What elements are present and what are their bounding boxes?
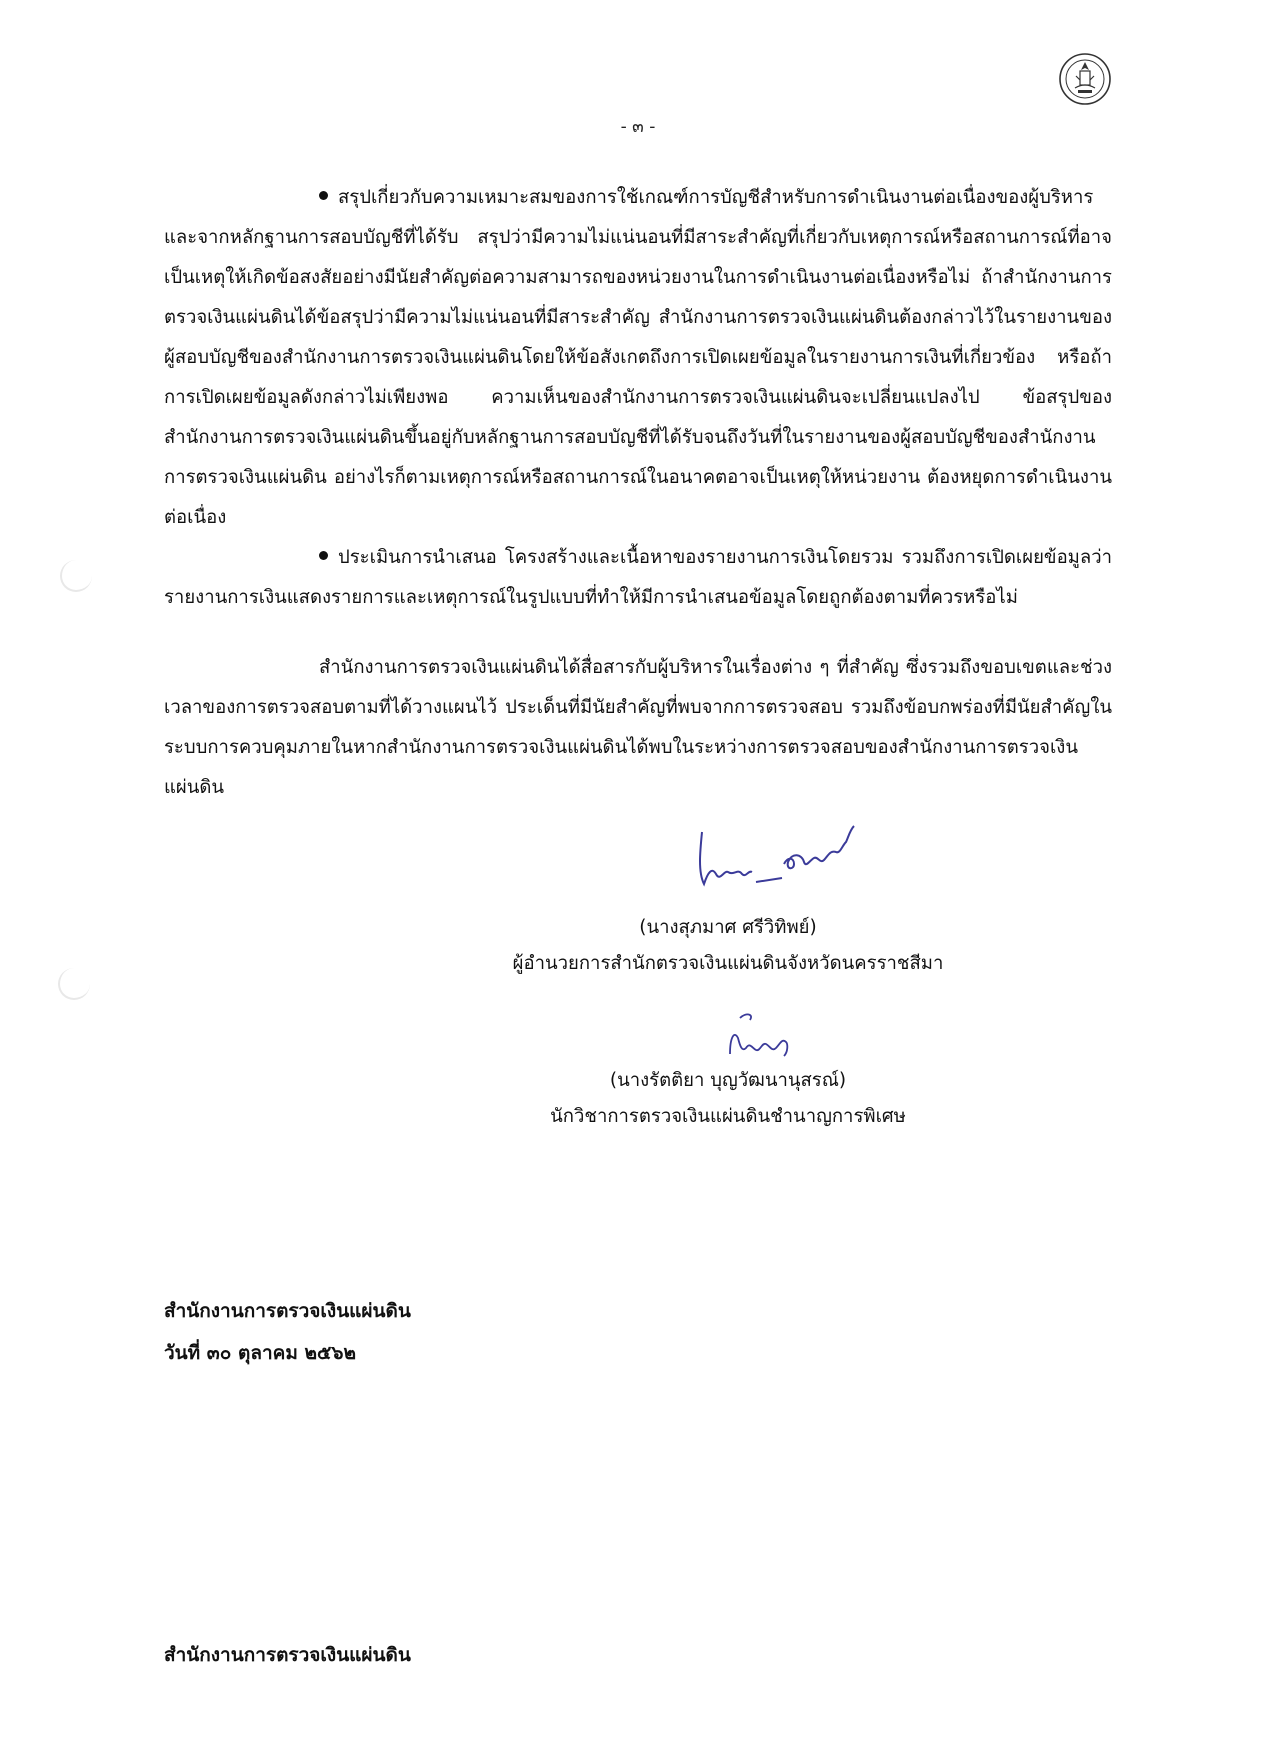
paragraph-text: สำนักงานการตรวจเงินแผ่นดินได้สื่อสารกับผู้บริหารในเรื่องต่าง ๆ ที่สำคัญ ซึ่งรวมถึงขอบเขตและช่วงเวลาของการตรวจสอบตามที่ได้วางแผนไว้ ประเด็นที่มีนัยสำคัญที่พบจากการตรวจสอบ รวมถึงข้อบกพร่องที่มีนัยสำคัญในระบบการควบคุมภายในหากสำนักงานการตรวจเงินแผ่นดินได้พบในระหว่างการตรวจสอบของสำนักงานการตรวจเงินแผ่นดิน: [164, 657, 1112, 798]
bullet-text: สรุปเกี่ยวกับความเหมาะสมของการใช้เกณฑ์การบัญชีสำหรับการดำเนินงานต่อเนื่องของผู้บริหารและจากหลักฐานการสอบบัญชีที่ได้รับ สรุปว่ามีความไม่แน่นอนที่มีสาระสำคัญที่เกี่ยวกับเหตุการณ์หรือสถานการณ์ที่อาจเป็นเหตุให้เกิดข้อสงสัยอย่างมีนัยสำคัญต่อความสามารถของหน่วยงานในการดำเนินงานต่อเนื่องหรือไม่ ถ้าสำนักงานการตรวจเงินแผ่นดินได้ข้อสรุปว่ามีความไม่แน่นอนที่มีสาระสำคัญ สำนักงานการตรวจเงินแผ่นดินต้องกล่าวไว้ในรายงานของผู้สอบบัญชีของสำนักงานการตรวจเงินแผ่นดินโดยให้ข้อสังเกตถึงการเปิดเผยข้อมูลในรายงานการเงินที่เกี่ยวข้อง หรือถ้าการเปิดเผยข้อมูลดังกล่าวไม่เพียงพอ ความเห็นของสำนักงานการตรวจเงินแผ่นดินจะเปลี่ยนแปลงไป ข้อสรุปของสำนักงานการตรวจเงินแผ่นดินขึ้นอยู่กับหลักฐานการสอบบัญชีที่ได้รับจนถึงวันที่ในรายงานของผู้สอบบัญชีของสำนักงานการตรวจเงินแผ่นดิน อย่างไรก็ตามเหตุการณ์หรือสถานการณ์ในอนาคตอาจเป็นเหตุให้หน่วยงาน ต้องหยุดการดำเนินงานต่อเนื่อง: [164, 187, 1112, 528]
bullet-icon: [319, 551, 328, 560]
signatory-2-title: นักวิชาการตรวจเงินแผ่นดินชำนาญการพิเศษ: [550, 1106, 906, 1127]
binder-hole-mark: [60, 560, 92, 592]
page-footer-office: สำนักงานการตรวจเงินแผ่นดิน: [164, 1644, 411, 1666]
handwritten-signature-2: [722, 1008, 802, 1064]
handwritten-signature-1: [690, 812, 870, 902]
signatory-2-block: [90, 1063, 1276, 1135]
signatory-1-block: [90, 910, 1276, 982]
bullet-icon: [319, 191, 328, 200]
signatory-2-name: (นางรัตติยา บุญวัฒนานุสรณ์): [609, 1070, 847, 1091]
bullet-item: [164, 538, 1112, 618]
office-seal-emblem: [1058, 52, 1112, 106]
footer-block: [164, 1290, 411, 1374]
signatory-1-title: ผู้อำนวยการสำนักตรวจเงินแผ่นดินจังหวัดนครราชสีมา: [512, 953, 944, 974]
footer-date: วันที่ ๓๐ ตุลาคม ๒๕๖๒: [164, 1342, 356, 1364]
page-number: - ๓ -: [620, 117, 656, 137]
binder-hole-mark: [58, 968, 90, 1000]
signatory-1-name: (นางสุภมาศ ศรีวิทิพย์): [639, 917, 817, 938]
footer-office-name: สำนักงานการตรวจเงินแผ่นดิน: [164, 1300, 411, 1322]
bullet-text: ประเมินการนำเสนอ โครงสร้างและเนื้อหาของรายงานการเงินโดยรวม รวมถึงการเปิดเผยข้อมูลว่ารายงานการเงินแสดงรายการและเหตุการณ์ในรูปแบบที่ทำให้มีการนำเสนอข้อมูลโดยถูกต้องตามที่ควรหรือไม่: [164, 547, 1112, 608]
bullet-list: [164, 178, 1112, 618]
communication-paragraph: [164, 648, 1112, 808]
bullet-item: [164, 178, 1112, 538]
